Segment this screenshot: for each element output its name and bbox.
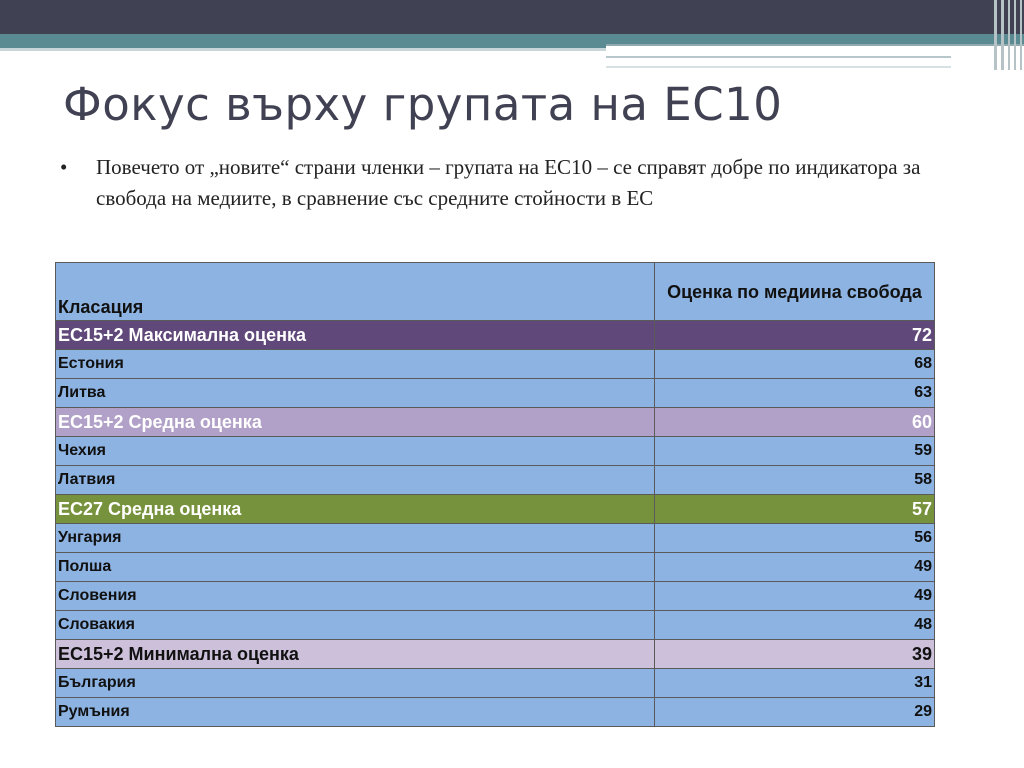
- header-step-line: [606, 56, 951, 58]
- row-label: ЕС15+2 Средна оценка: [56, 408, 655, 437]
- row-value: 68: [655, 350, 935, 379]
- header-score: Оценка по медиина свобода: [655, 263, 935, 321]
- slide-title: Фокус върху групата на ЕС10: [63, 78, 783, 131]
- row-label: Словакия: [56, 611, 655, 640]
- media-freedom-table: [55, 262, 935, 727]
- bullet-marker: •: [60, 155, 68, 179]
- table-row: [56, 350, 935, 379]
- row-label: Литва: [56, 379, 655, 408]
- row-label: Чехия: [56, 437, 655, 466]
- row-label: ЕС27 Средна оценка: [56, 495, 655, 524]
- row-label: ЕС15+2 Максимална оценка: [56, 321, 655, 350]
- row-label: Естония: [56, 350, 655, 379]
- header-step-line: [606, 66, 951, 68]
- table-row: [56, 553, 935, 582]
- header-band-dark: [0, 0, 1024, 34]
- table-header-row: [56, 263, 935, 321]
- row-value: 72: [655, 321, 935, 350]
- table-row: [56, 379, 935, 408]
- row-value: 63: [655, 379, 935, 408]
- table-row: [56, 669, 935, 698]
- row-label: Латвия: [56, 466, 655, 495]
- row-label: Румъния: [56, 698, 655, 727]
- table-row: [56, 408, 935, 437]
- row-value: 57: [655, 495, 935, 524]
- row-label: Унгария: [56, 524, 655, 553]
- table-row: [56, 582, 935, 611]
- row-value: 31: [655, 669, 935, 698]
- table-row: [56, 698, 935, 727]
- corner-stripes: [994, 0, 1024, 70]
- row-label: Полша: [56, 553, 655, 582]
- row-value: 59: [655, 437, 935, 466]
- table-row: [56, 495, 935, 524]
- table-row: [56, 524, 935, 553]
- row-value: 39: [655, 640, 935, 669]
- row-value: 49: [655, 582, 935, 611]
- header-band-light: [0, 48, 606, 51]
- table-row: [56, 611, 935, 640]
- row-value: 56: [655, 524, 935, 553]
- header-ranking: Класация: [56, 263, 655, 321]
- row-value: 58: [655, 466, 935, 495]
- table-row: [56, 466, 935, 495]
- row-value: 60: [655, 408, 935, 437]
- table-row: [56, 640, 935, 669]
- row-value: 29: [655, 698, 935, 727]
- row-label: България: [56, 669, 655, 698]
- bullet-text: Повечето от „новите“ страни членки – групата на ЕС10 – се справят добре по индикатора за свобода на медиите, в сравнение със средните стойности в ЕС: [96, 155, 921, 210]
- table-row: [56, 321, 935, 350]
- row-value: 49: [655, 553, 935, 582]
- table-row: [56, 437, 935, 466]
- row-value: 48: [655, 611, 935, 640]
- row-label: Словения: [56, 582, 655, 611]
- row-label: ЕС15+2 Минимална оценка: [56, 640, 655, 669]
